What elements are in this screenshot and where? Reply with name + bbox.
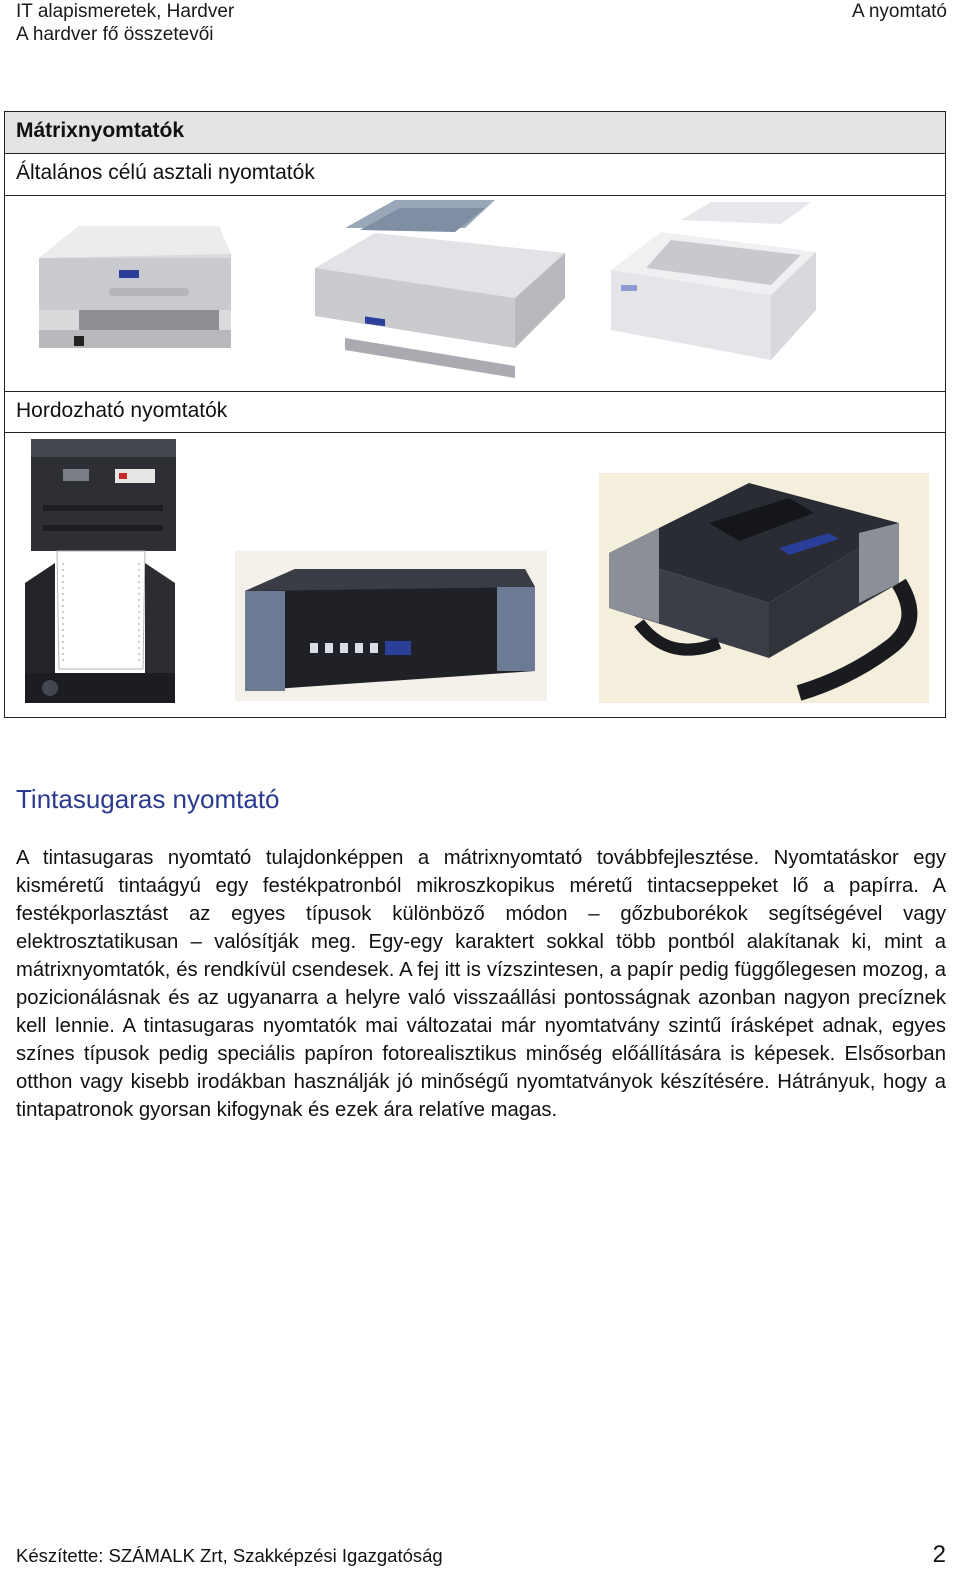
footer-author: Készítette: SZÁMALK Zrt, Szakképzési Igazgatóság (16, 1545, 443, 1566)
header-topic: A nyomtató (851, 1, 947, 22)
portable-printer-image-1 (15, 433, 185, 708)
desktop-printer-image-2 (305, 198, 570, 383)
desktop-printers-images (5, 196, 945, 392)
portable-printers-heading: Hordozható nyomtatók (5, 392, 945, 433)
table-title: Mátrixnyomtatók (5, 112, 945, 154)
desktop-printers-heading: Általános célú asztali nyomtatók (5, 154, 945, 196)
portable-printers-images (5, 433, 945, 718)
portable-printer-image-2 (235, 551, 547, 701)
page-number: 2 (932, 1541, 946, 1568)
portable-printer-image-3 (599, 473, 929, 703)
desktop-printer-image-1 (19, 218, 235, 368)
header-chapter-title: A hardver fő összetevői (16, 24, 214, 45)
section-heading-inkjet: Tintasugaras nyomtató (16, 784, 280, 814)
matrix-printers-table (4, 111, 946, 718)
inkjet-description-paragraph: A tintasugaras nyomtató tulajdonképpen a mátrixnyomtató továbbfejlesztése. Nyomtatáskor egy kisméretű tintaágyú egy festékpatronból mikroszkopikus méretű tintacseppeket lő a papírra. A festékporlasztást az egyes típusok különböző módon – gőzbuborékok segítségével vagy elektrosztatikusan – valósítják meg. Egy-egy karaktert sokkal több pontból alakítanak ki, mint a mátrixnyomtatók, és rendkívül csendesek. A fej itt is vízszintesen, a papír pedig függőlegesen mozog, a pozicionálásnak és az ugyanarra a helyre való visszaállási pontosságnak azonban nagyon precíznek kell lennie. A tintasugaras nyomtatók mai változatai már nyomtatvány szintű írásképet adnak, egyes színes típusok pedig speciális papíron fotorealisztikus minőség előállítására is képesek. Elsősorban otthon vagy kisebb irodákban használják jó minőségű nyomtatványok készítésére. Hátrányuk, hogy a tintapatronok gyorsan kifogynak és ezek ára relatíve magas. (16, 847, 946, 1121)
desktop-printer-image-3 (601, 200, 826, 375)
running-header-left (16, 0, 234, 46)
header-course-title: IT alapismeretek, Hardver (16, 1, 235, 22)
